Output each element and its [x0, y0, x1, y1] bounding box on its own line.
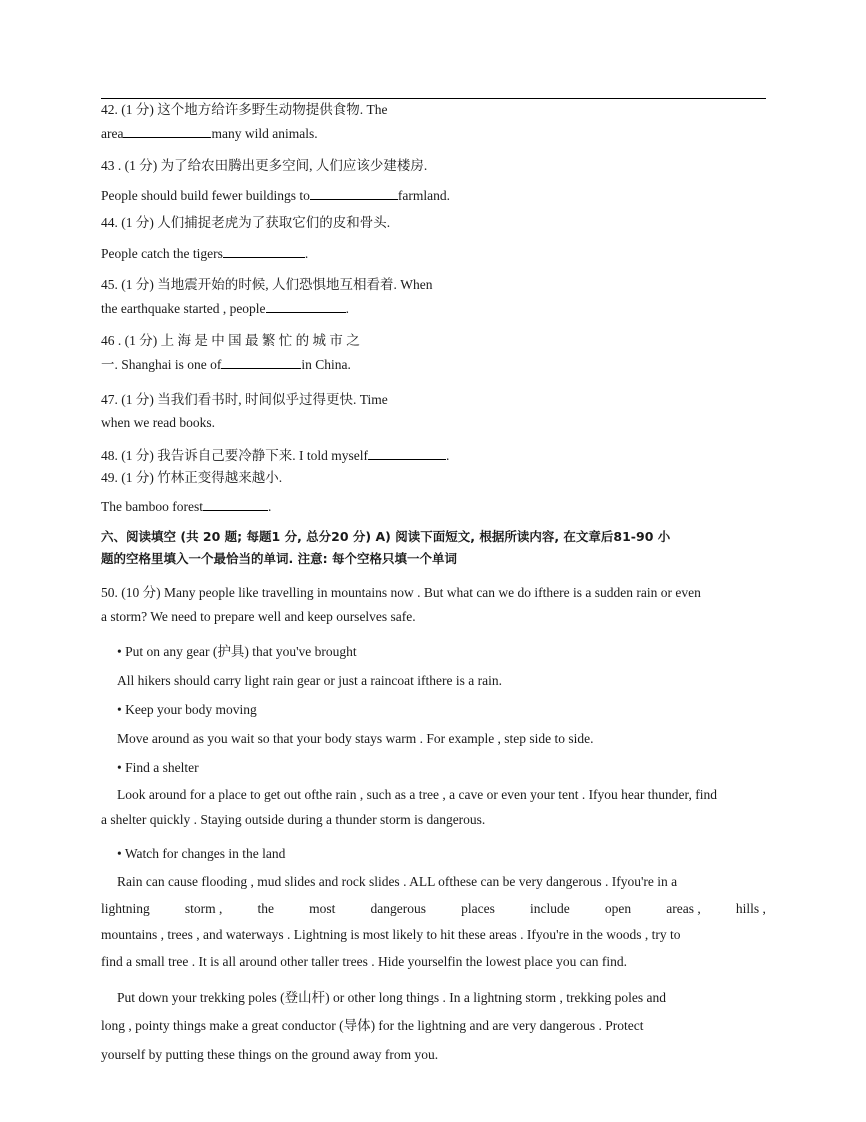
q46-answer-line [101, 356, 351, 374]
q44-answer-post: . [304, 246, 309, 261]
q43-answer-post: farmland. [397, 188, 450, 203]
q43-blank[interactable] [310, 187, 398, 200]
bullet-watch-land: • Watch for changes in the land [117, 846, 286, 861]
para-rain-line2 [101, 900, 766, 918]
para-poles-line1: Put down your trekking poles (登山杆) or other long things . In a lightning storm , trekking poles and [117, 990, 666, 1005]
bullet-find-shelter: • Find a shelter [117, 760, 199, 775]
justified-word: lightning [101, 901, 150, 916]
q46-prompt: 46 . (1 分) 上 海 是 中 国 最 繁 忙 的 城 市 之 [101, 333, 360, 348]
justified-word: dangerous [370, 901, 427, 916]
justified-word: most [309, 901, 336, 916]
q44-answer-line [101, 245, 308, 263]
q49-answer-pre: The bamboo forest [101, 499, 203, 514]
q42-answer-pre: area [101, 126, 124, 141]
bullet-find-shelter-text: Look around for a place to get out ofthe rain , such as a tree , a cave or even your tent . Ifyou hear thunder, find [117, 787, 717, 802]
q45-prompt: 45. (1 分) 当地震开始的时候, 人们恐惧地互相看着. When [101, 277, 433, 292]
q43-prompt: 43 . (1 分) 为了给农田腾出更多空间, 人们应该少建楼房. [101, 158, 428, 173]
q48-answer-post: . [445, 448, 450, 463]
para-rain-line4: find a small tree . It is all around other taller trees . Hide yourselfin the lowest place you can find. [101, 954, 627, 969]
bullet-put-on-gear-text: All hikers should carry light rain gear or just a raincoat ifthere is a rain. [117, 673, 502, 688]
q45-answer-line [101, 300, 349, 318]
bullet-put-on-gear: • Put on any gear (护具) that you've brought [117, 644, 357, 659]
para-poles-line2: long , pointy things make a great conductor (导体) for the lightning and are very dangerous . Protect [101, 1018, 644, 1033]
q45-answer-pre: the earthquake started , people [101, 301, 266, 316]
justified-word: the [257, 901, 275, 916]
bullet-keep-moving-text: Move around as you wait so that your body stays warm . For example , step side to side. [117, 731, 594, 746]
q48-blank[interactable] [368, 447, 446, 460]
q48-prompt [101, 447, 449, 465]
justified-word: places [461, 901, 495, 916]
q46-answer-pre: 一. Shanghai is one of [101, 357, 222, 372]
q42-answer-line [101, 125, 318, 143]
q42-blank[interactable] [123, 125, 211, 138]
justified-word: storm , [184, 901, 223, 916]
q44-prompt: 44. (1 分) 人们捕捉老虎为了获取它们的皮和骨头. [101, 215, 391, 230]
para-rain-line1: Rain can cause flooding , mud slides and rock slides . ALL ofthese can be very dangerous . Ifyou're in a [117, 874, 678, 889]
q44-answer-pre: People catch the tigers [101, 246, 223, 261]
q42-prompt: 42. (1 分) 这个地方给许多野生动物提供食物. The [101, 102, 388, 117]
justified-word: open [604, 901, 632, 916]
q45-blank[interactable] [266, 300, 346, 313]
q49-answer-post: . [267, 499, 272, 514]
q48-prompt-text: 48. (1 分) 我告诉自己要冷静下来. I told myself [101, 448, 368, 463]
justified-word: include [530, 901, 570, 916]
q50-intro-cont: a storm? We need to prepare well and keep ourselves safe. [101, 609, 416, 624]
q49-prompt: 49. (1 分) 竹林正变得越来越小. [101, 470, 283, 485]
q46-answer-post: in China. [301, 357, 351, 372]
q47-prompt-cont: when we read books. [101, 415, 215, 430]
q50-intro: 50. (10 分) Many people like travelling in mountains now . But what can we do ifthere is a sudden rain or even [101, 585, 701, 600]
section6-heading-cont: 题的空格里填入一个最恰当的单词. 注意: 每个空格只填一个单词 [101, 551, 457, 566]
q42-answer-post: many wild animals. [211, 126, 318, 141]
q46-blank[interactable] [221, 356, 301, 369]
justified-word: hills , [735, 901, 766, 916]
para-rain-line3: mountains , trees , and waterways . Lightning is most likely to hit these areas . Ifyou're in the woods , try to [101, 927, 681, 942]
q49-blank[interactable] [203, 498, 268, 511]
q43-answer-line [101, 187, 450, 205]
justified-word: areas , [666, 901, 701, 916]
section6-heading: 六、阅读填空 (共 20 题; 每题1 分, 总分20 分) A) 阅读下面短文, 根据所读内容, 在文章后81-90 小 [101, 529, 671, 544]
q45-answer-post: . [345, 301, 349, 316]
bullet-keep-moving: • Keep your body moving [117, 702, 257, 717]
q47-prompt: 47. (1 分) 当我们看书时, 时间似乎过得更快. Time [101, 392, 388, 407]
header-rule [101, 98, 766, 99]
para-poles-line3: yourself by putting these things on the ground away from you. [101, 1047, 439, 1062]
q44-blank[interactable] [223, 245, 305, 258]
bullet-find-shelter-text-cont: a shelter quickly . Staying outside during a thunder storm is dangerous. [101, 812, 486, 827]
q43-answer-pre: People should build fewer buildings to [101, 188, 310, 203]
q49-answer-line [101, 498, 271, 516]
